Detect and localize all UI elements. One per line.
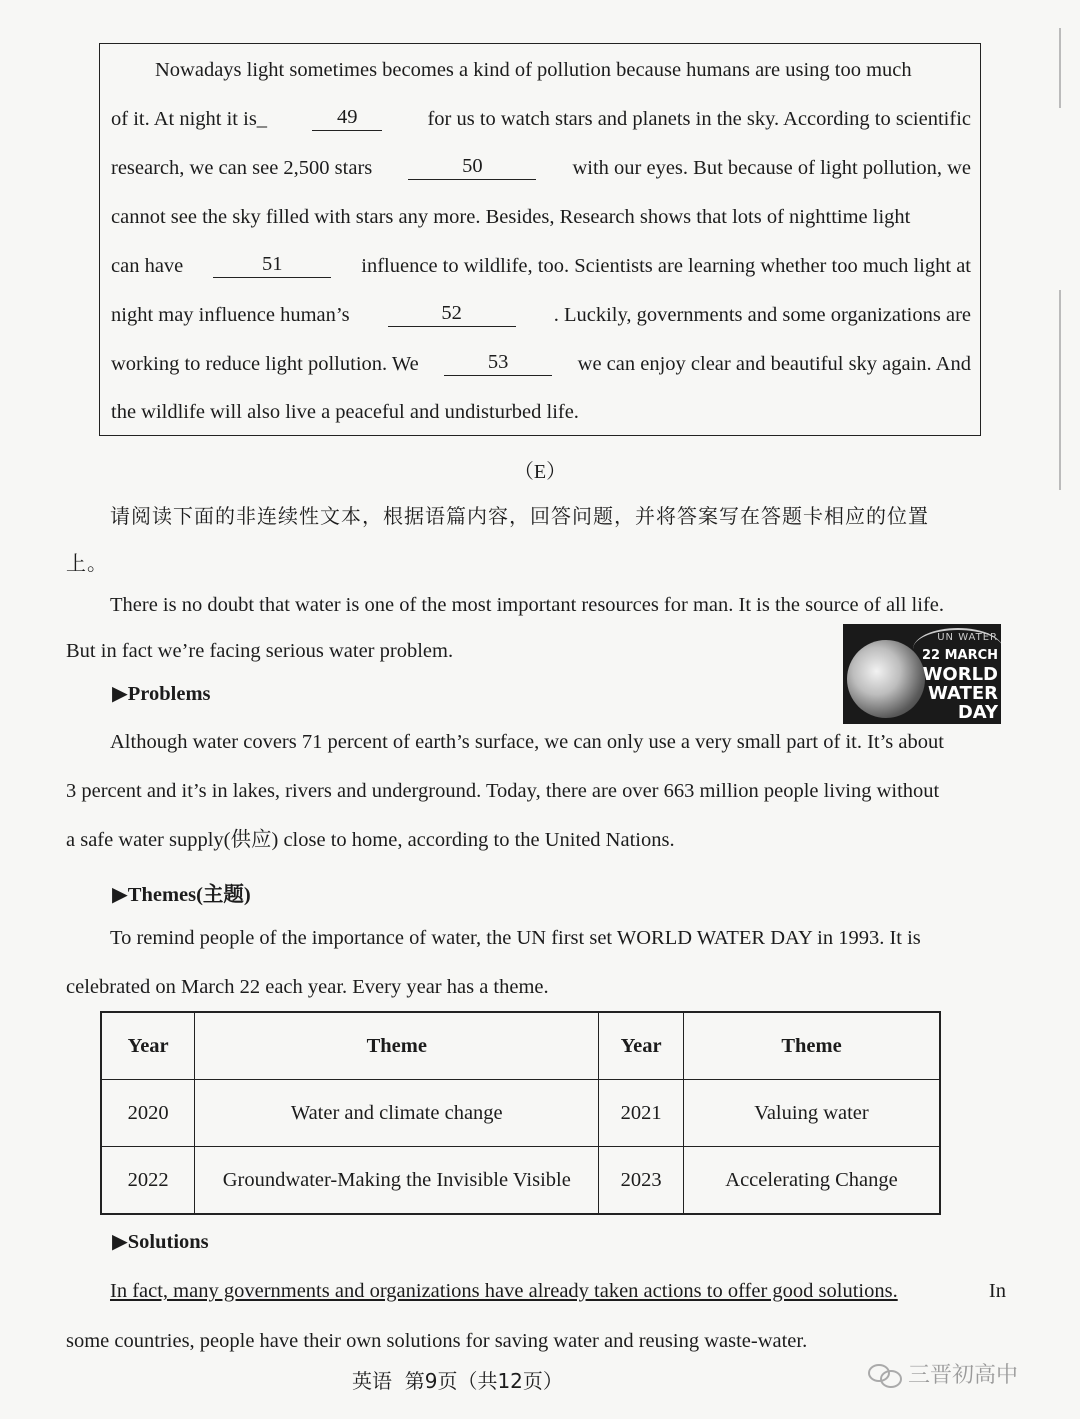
section-label: （E） <box>513 461 567 483</box>
watermark: 三晋初高中 <box>868 1358 1018 1389</box>
themes-paragraph: To remind people of the importance of water, the UN first set WORLD WATER DAY in 1993. It is <box>110 927 921 949</box>
blank-50[interactable]: 50 <box>408 156 536 180</box>
problems-paragraph: Although water covers 71 percent of earth’s surface, we can only use a very small part of it. It’s about <box>110 731 944 753</box>
cell-year: 2020 <box>101 1080 195 1147</box>
cell-theme: Valuing water <box>684 1080 940 1147</box>
problems-heading: ▶Problems <box>112 683 211 705</box>
triangle-bullet-icon: ▶ <box>112 1231 128 1253</box>
header-year: Year <box>101 1012 195 1080</box>
themes-heading: ▶Themes(主题) <box>112 884 251 906</box>
triangle-bullet-icon: ▶ <box>112 683 128 705</box>
passage-line: cannot see the sky filled with stars any more. Besides, Research shows that lots of nighttime light <box>111 206 911 228</box>
world-water-day-logo <box>843 624 1001 724</box>
blank-53[interactable]: 53 <box>444 352 552 376</box>
logo-text-un-water: UN WATER <box>937 632 998 643</box>
problems-paragraph-end: a safe water supply(供应) close to home, according to the United Nations. <box>66 829 675 851</box>
cell-theme: Water and climate change <box>195 1080 599 1147</box>
solutions-paragraph-cont: some countries, people have their own solutions for saving water and reusing waste-water. <box>66 1330 808 1352</box>
triangle-bullet-icon: ▶ <box>112 884 128 906</box>
intro-paragraph: There is no doubt that water is one of the most important resources for man. It is the source of all life. <box>110 594 945 616</box>
solutions-paragraph: In fact, many governments and organizations have already taken actions to offer good solutions. In <box>110 1280 1006 1302</box>
logo-text-day: DAY <box>957 702 998 723</box>
underlined-sentence: In fact, many governments and organizations have already taken actions to offer good solutions. <box>110 1280 898 1302</box>
intro-paragraph-cont: But in fact we’re facing serious water problem. <box>66 640 454 662</box>
logo-text-water: WATER <box>927 683 998 704</box>
header-year: Year <box>599 1012 684 1080</box>
cell-theme: Groundwater-Making the Invisible Visible <box>195 1147 599 1215</box>
passage-line: can have 51 influence to wildlife, too. Scientists are learning whether too much light at <box>111 253 971 277</box>
blank-49[interactable]: 49 <box>312 107 382 131</box>
instruction-text: 请阅读下面的非连续性文本，根据语篇内容，回答问题，并将答案写在答题卡相应的位置 <box>110 504 929 528</box>
cell-theme: Accelerating Change <box>684 1147 940 1215</box>
header-theme: Theme <box>684 1012 940 1080</box>
cell-year: 2022 <box>101 1147 195 1215</box>
passage-line: the wildlife will also live a peaceful and undisturbed life. <box>111 401 579 423</box>
themes-paragraph-cont: celebrated on March 22 each year. Every year has a theme. <box>66 976 549 998</box>
logo-text-world: WORLD <box>922 664 998 685</box>
passage-line: working to reduce light pollution. We 53 we can enjoy clear and beautiful sky again. And <box>111 351 971 375</box>
table-row <box>101 1147 940 1215</box>
problems-paragraph-cont: 3 percent and it’s in lakes, rivers and underground. Today, there are over 663 million people living without <box>66 780 940 802</box>
passage-line: of it. At night it is_ 49 for us to watch stars and planets in the sky. According to scientific <box>111 106 971 130</box>
passage-line: Nowadays light sometimes becomes a kind of pollution because humans are using too much <box>155 59 912 81</box>
table-header-row <box>101 1012 940 1080</box>
page-footer: 英语 第9页（共12页） <box>352 1369 563 1393</box>
logo-text-date: 22 MARCH <box>921 648 998 663</box>
blank-52[interactable]: 52 <box>388 303 516 327</box>
wechat-icon <box>868 1362 902 1386</box>
page-edge-rule <box>1059 28 1061 108</box>
header-theme: Theme <box>195 1012 599 1080</box>
blank-51[interactable]: 51 <box>213 254 331 278</box>
table-row <box>101 1080 940 1147</box>
passage-line: research, we can see 2,500 stars 50 with our eyes. But because of light pollution, we <box>111 155 971 179</box>
cell-year: 2021 <box>599 1080 684 1147</box>
themes-table <box>100 1011 941 1215</box>
instruction-text-cont: 上。 <box>66 551 108 575</box>
cell-year: 2023 <box>599 1147 684 1215</box>
passage-line: night may influence human’s 52 . Luckily, governments and some organizations are <box>111 302 971 326</box>
solutions-heading: ▶Solutions <box>112 1231 209 1253</box>
passage-box <box>99 43 981 436</box>
